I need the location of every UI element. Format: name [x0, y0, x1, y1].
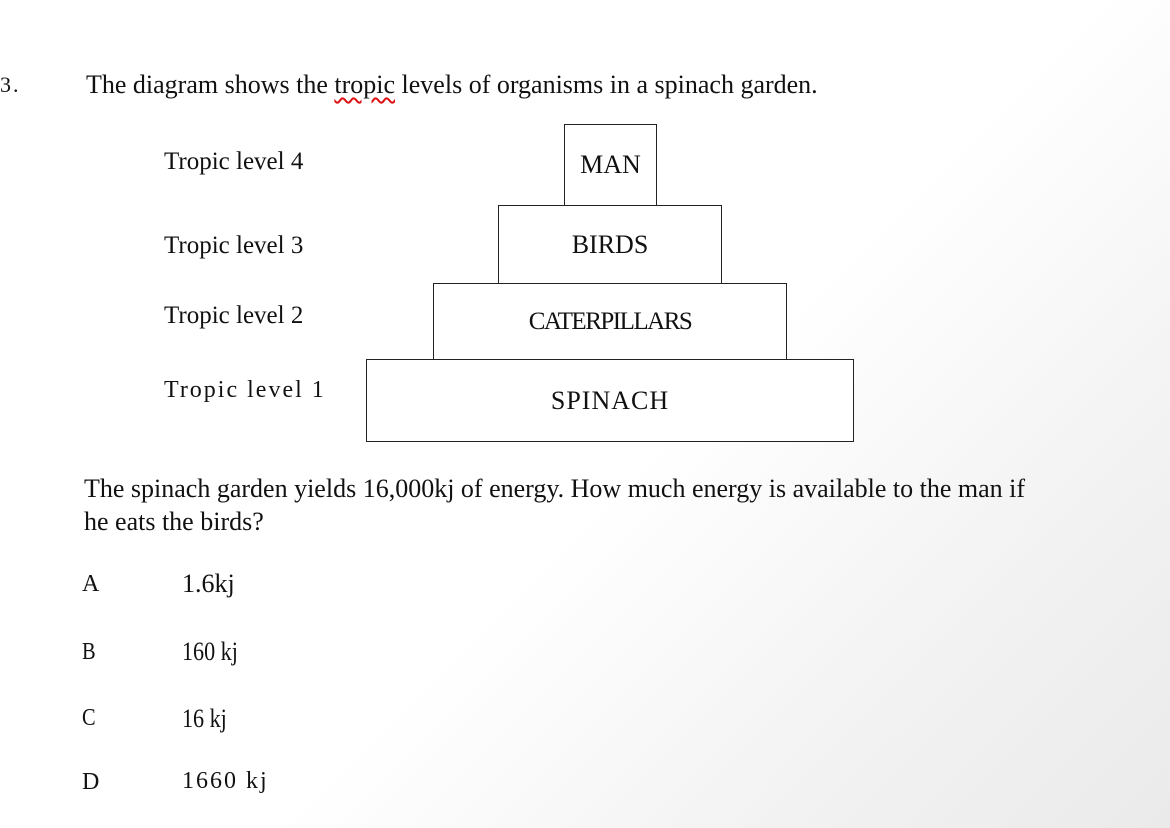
tier-label: BIRDS	[571, 229, 649, 259]
tier-label: MAN	[580, 150, 641, 179]
option-b-text: 160 kj	[182, 637, 238, 666]
question-stem-start: The diagram shows the	[86, 70, 335, 99]
option-b-letter: B	[82, 639, 96, 665]
pyramid-tier-birds	[498, 205, 722, 284]
pyramid-tier-spinach	[366, 359, 854, 442]
option-c-letter: C	[82, 705, 96, 731]
question-prompt: The spinach garden yields 16,000kj of energy. How much energy is available to the man if he eats the birds?	[84, 474, 1026, 536]
option-a-letter: A	[82, 571, 100, 597]
level-label-1: Tropic level 1	[164, 377, 326, 403]
question-stem-end: levels of organisms in a spinach garden.	[395, 70, 818, 99]
option-d-letter: D	[82, 769, 100, 795]
pyramid-tier-caterpillars	[433, 283, 787, 360]
option-a-text: 1.6kj	[182, 569, 235, 598]
level-label-3: Tropic level 3	[164, 232, 304, 259]
question-number: 3.	[0, 72, 21, 97]
level-label-4: Tropic level 4	[164, 148, 304, 175]
pyramid-tier-man	[564, 124, 657, 206]
option-c-text: 16 kj	[182, 704, 227, 733]
tier-label: SPINACH	[550, 385, 670, 415]
level-label-2: Tropic level 2	[164, 302, 304, 329]
option-d-text: 1660 kj	[182, 768, 269, 794]
question-stem	[86, 70, 818, 100]
tier-label: CATERPILLARS	[528, 307, 692, 335]
spellcheck-flagged-word: tropic	[334, 70, 396, 99]
